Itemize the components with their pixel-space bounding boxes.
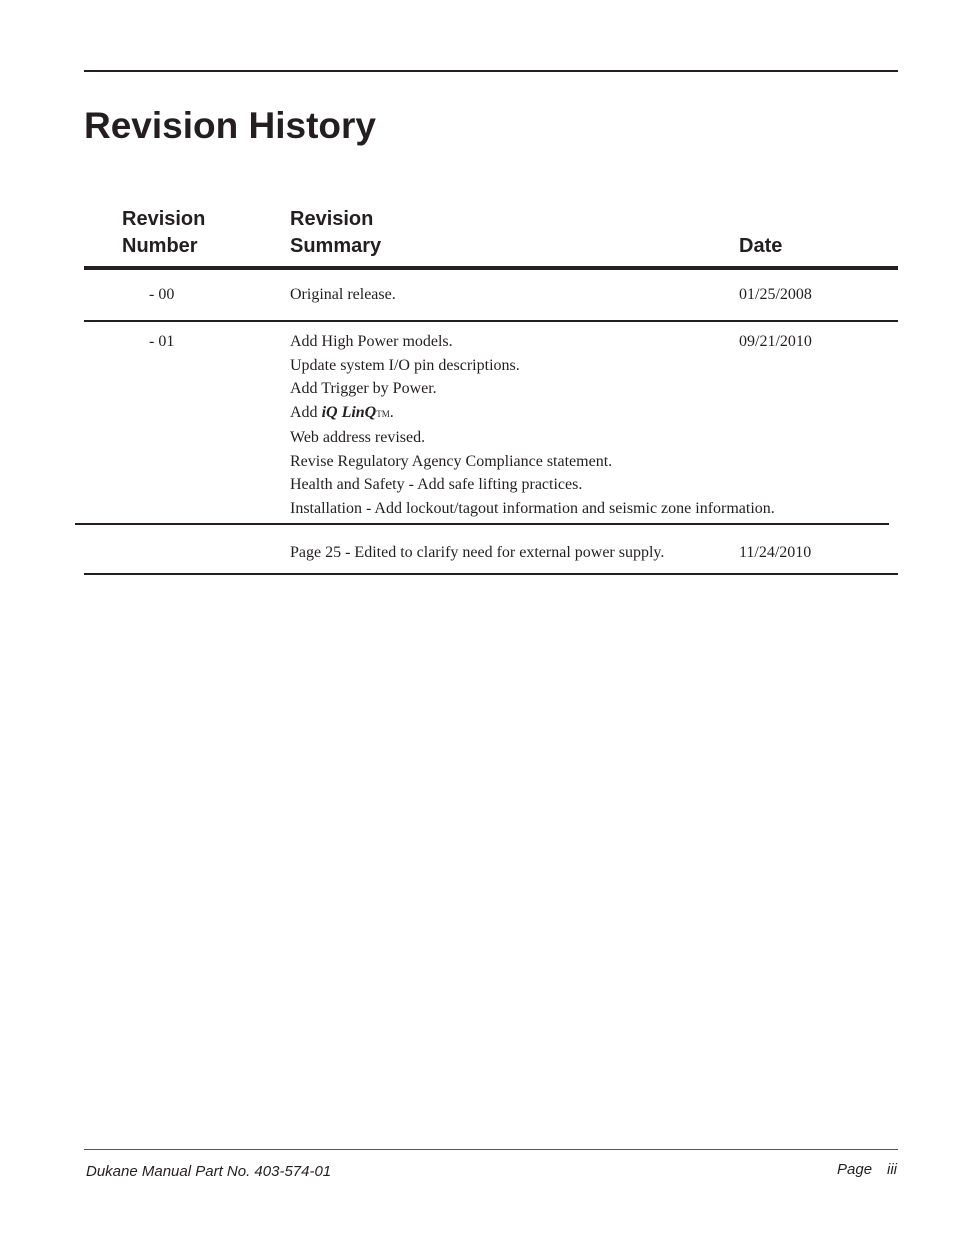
revision-number-cell: - 01 [149,333,175,350]
header-revision-number: Revision Number [122,208,206,257]
revision-summary-cell: Page 25 - Edited to clarify need for external power supply. [290,544,665,561]
summary-line-iq-linq: Add iQ LinQTM. [290,403,394,421]
page-label: Page [837,1161,873,1178]
top-rule [84,70,898,72]
revision-summary-cell: Original release. [290,286,396,303]
manual-part-number: Dukane Manual Part No. 403-574-01 [86,1163,332,1180]
footer-rule [84,1149,898,1150]
page-number: iii [887,1161,897,1178]
row-divider [84,320,898,322]
revision-date-cell: 11/24/2010 [739,544,812,561]
iq-linq-brand: iQ LinQ [321,403,377,421]
header-date: Date [739,235,783,257]
revision-number-cell: - 00 [149,286,175,303]
table-bottom-rule [84,573,898,575]
trademark-mark: TM [376,408,390,419]
header-rule [84,266,898,270]
row-divider [75,523,889,525]
revision-date-cell: 01/25/2008 [739,286,812,303]
revision-date-cell: 09/21/2010 [739,333,812,350]
header-revision-summary: Revision Summary [290,208,382,257]
revision-summary-cell: Add High Power models. Update system I/O pin descriptions. Add Trigger by Power. Add iQ LinQTM. Web address revised. Revise Regulatory Agency Compliance statement. Health and Safety - Add safe lifting practices. Installation - Add lockout/tagout information and seismic zone information. [290,333,775,517]
page-title: Revision History [84,105,376,146]
